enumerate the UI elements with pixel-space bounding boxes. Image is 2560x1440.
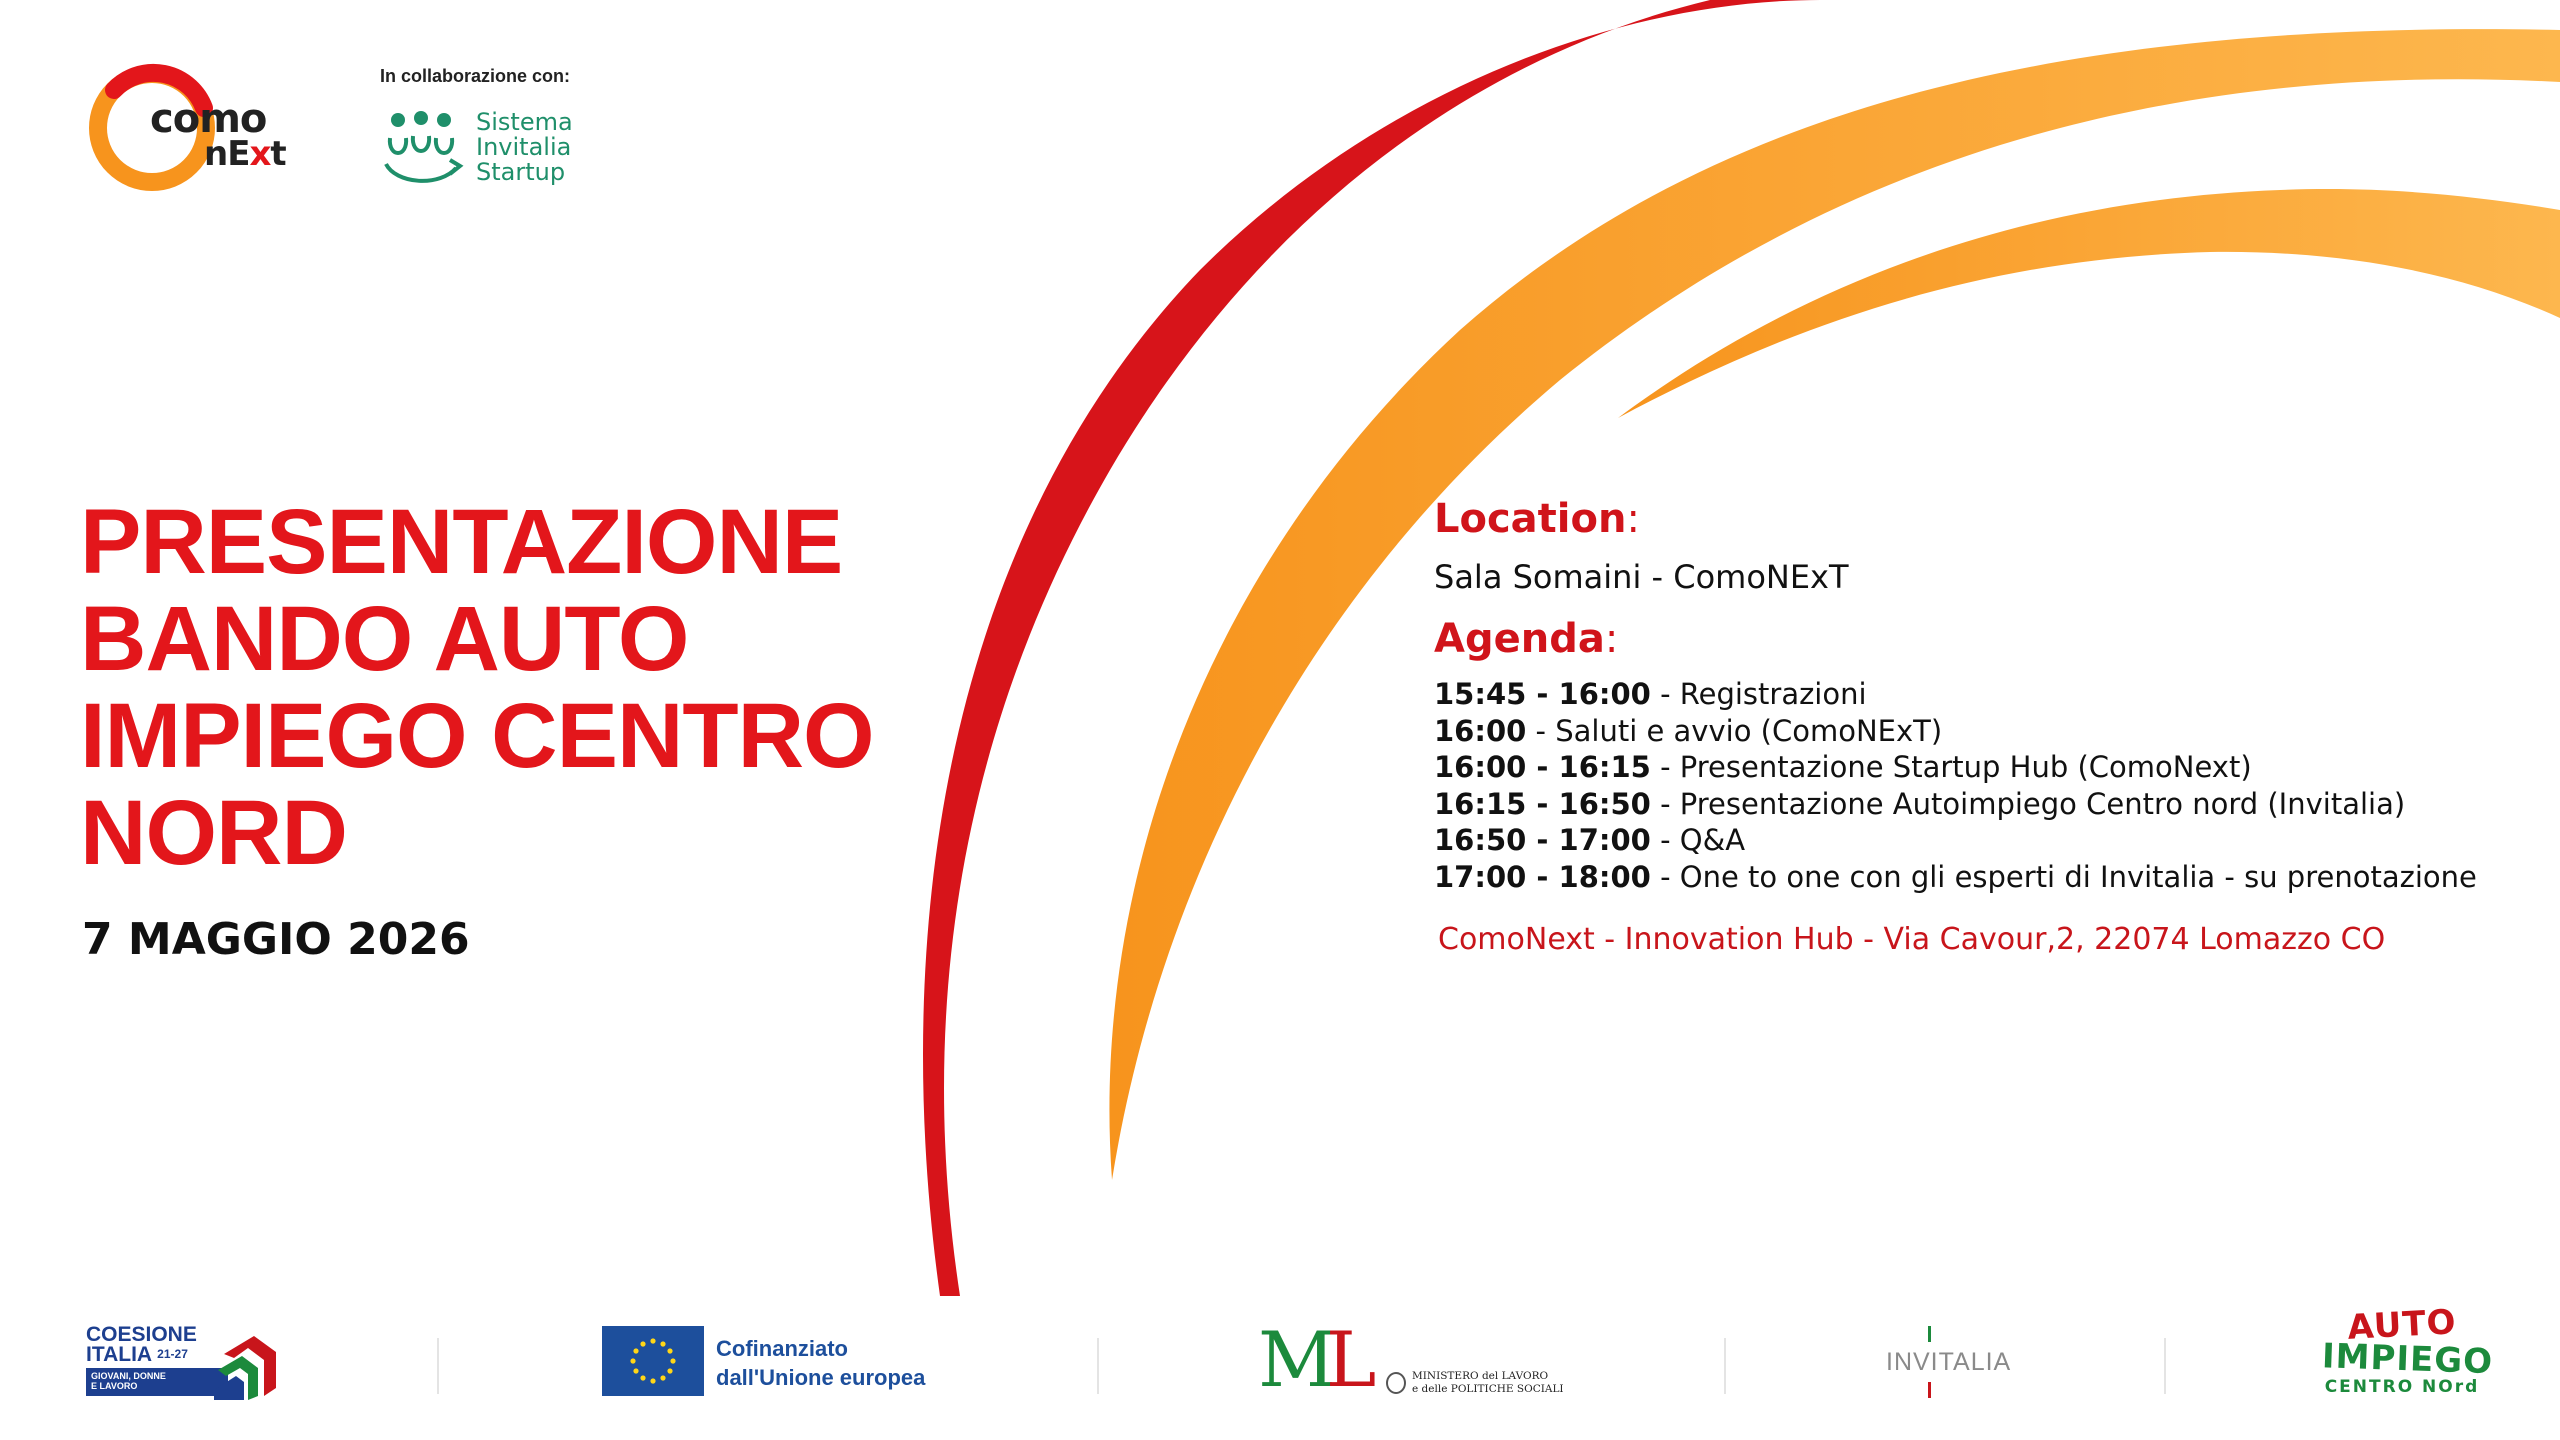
agenda-heading: Agenda: xyxy=(1434,616,1619,662)
ministero-text: MINISTERO del LAVORO e delle POLITICHE SOCIALI xyxy=(1412,1370,1564,1395)
agenda-text: - Q&A xyxy=(1650,823,1746,858)
location-value: Sala Somaini - ComoNExT xyxy=(1434,558,1849,596)
invitalia-logo xyxy=(1886,1326,2016,1396)
partner-wordmark: Sistema Invitalia Startup xyxy=(476,108,573,186)
footer-logos xyxy=(0,1300,2560,1420)
agenda-list xyxy=(1434,676,2534,896)
agenda-item xyxy=(1434,749,2534,786)
footer-divider xyxy=(437,1338,439,1394)
comonext-word-2: nExt xyxy=(204,134,286,174)
comonext-word-1: como xyxy=(150,96,267,142)
location-heading: Location: xyxy=(1434,496,1640,542)
ministero-monogram: ML xyxy=(1258,1315,1367,1404)
agenda-time: 16:00 - 16:15 xyxy=(1434,750,1651,785)
agenda-text: - Saluti e avvio (ComoNExT) xyxy=(1526,713,1943,748)
agenda-time: 16:00 xyxy=(1434,713,1527,748)
agenda-item xyxy=(1434,713,2534,750)
collaboration-label: In collaborazione con: xyxy=(380,66,571,86)
footer-divider xyxy=(1097,1338,1099,1394)
italian-emblem-icon xyxy=(1386,1372,1406,1394)
eu-cofinanced-logo xyxy=(602,1326,942,1396)
venue-address: ComoNext - Innovation Hub - Via Cavour,2, 22074 Lomazzo CO xyxy=(1438,921,2386,957)
ministero-lavoro-logo xyxy=(1258,1315,1588,1406)
agenda-text: - One to one con gli esperti di Invitalia - su prenotazione xyxy=(1650,859,2477,894)
comonext-wordmark xyxy=(150,96,300,174)
title-line: BANDO AUTO xyxy=(80,588,689,690)
agenda-time: 16:50 - 17:00 xyxy=(1434,823,1651,858)
coesione-band: GIOVANI, DONNE E LAVORO xyxy=(86,1368,228,1396)
autoimpiego-centro-nord-logo: AUTO IMPIEGO CENTRO NOrd xyxy=(2321,1302,2494,1397)
footer-divider xyxy=(1724,1338,1726,1394)
agenda-time: 16:15 - 16:50 xyxy=(1434,786,1651,821)
agenda-item xyxy=(1434,859,2534,896)
agenda-text: - Presentazione Startup Hub (ComoNext) xyxy=(1650,750,2252,785)
agenda-time: 17:00 - 18:00 xyxy=(1434,859,1651,894)
agenda-item xyxy=(1434,786,2534,823)
footer-divider xyxy=(2164,1338,2166,1394)
comonext-logo xyxy=(84,60,296,196)
eu-text: Cofinanziato dall'Unione europea xyxy=(716,1336,926,1390)
agenda-time: 15:45 - 16:00 xyxy=(1434,677,1651,711)
agenda-item xyxy=(1434,676,2534,713)
coesione-arrow-icon xyxy=(214,1330,278,1402)
title-line: PRESENTAZIONE xyxy=(80,491,843,593)
event-date: 7 MAGGIO 2026 xyxy=(82,914,470,965)
agenda-text: - Presentazione Autoimpiego Centro nord (Invitalia) xyxy=(1650,786,2406,821)
invitalia-wordmark: INVITALIA xyxy=(1886,1348,2012,1376)
title-line: IMPIEGO CENTRO xyxy=(80,685,874,787)
invitalia-red-mark xyxy=(1928,1382,1931,1398)
page-title xyxy=(80,491,980,884)
invitalia-green-mark xyxy=(1928,1326,1931,1342)
people-icon xyxy=(380,108,466,194)
agenda-item xyxy=(1434,822,2534,859)
title-line: NORD xyxy=(80,782,347,884)
sistema-invitalia-startup-logo xyxy=(380,104,590,194)
coesione-italia-logo: COESIONE ITALIA $^{21-27}$ GIOVANI, DONNE E LAVORO xyxy=(86,1324,286,1408)
eu-flag-icon xyxy=(602,1326,704,1396)
event-info-panel xyxy=(1434,496,2534,957)
agenda-text: - Registrazioni xyxy=(1650,677,1867,711)
